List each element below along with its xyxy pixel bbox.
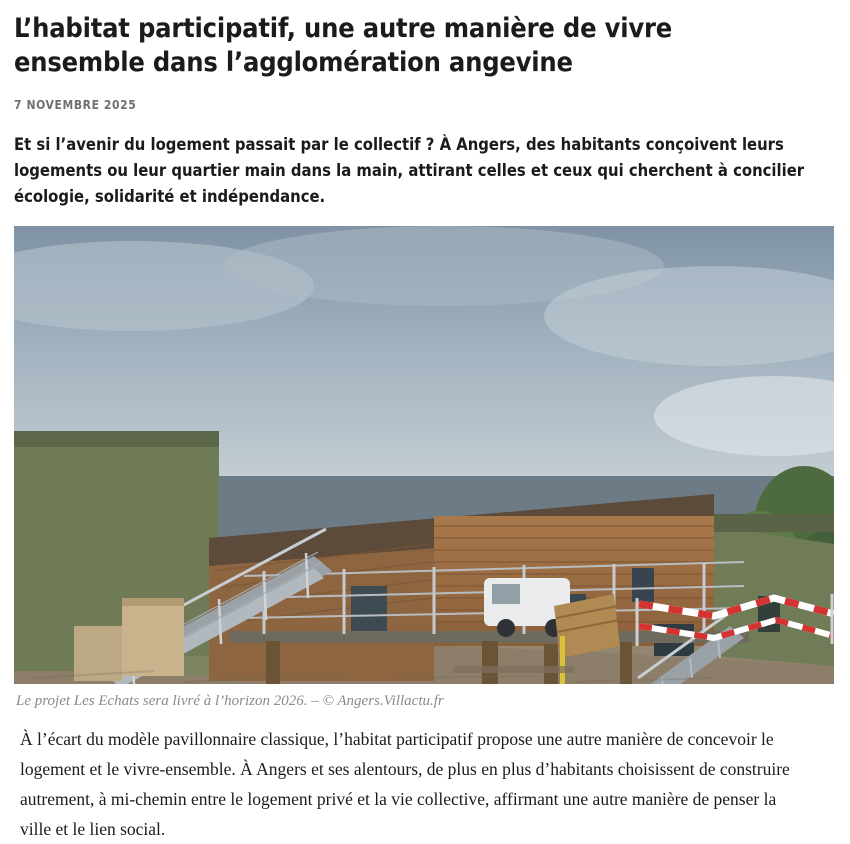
article-figure (14, 226, 834, 710)
page-title: L’habitat participatif, une autre manière de vivre ensemble dans l’agglomération angevine (14, 13, 673, 78)
article-photo (14, 226, 834, 684)
article-standfirst: Et si l’avenir du logement passait par le collectif ? À Angers, des habitants conçoivent leurs logements ou leur quartier main dans la main, attirant celles et ceux qui cherchent à concilier écologie, solidarité et indépendance. (14, 135, 805, 206)
figure-caption: Le projet Les Echats sera livré à l’horizon 2026. – © Angers.Villactu.fr (16, 693, 444, 709)
publication-date: 7 NOVEMBRE 2025 (14, 98, 137, 112)
article-body-paragraph: À l’écart du modèle pavillonnaire classique, l’habitat participatif propose une autre manière de concevoir le logement et le vivre-ensemble. À Angers et ses alentours, de plus en plus d’habitants choisissent de construire autrement, à mi-chemin entre le logement privé et la vie collective, affirmant une autre manière de penser la ville et le lien social. (20, 729, 790, 839)
